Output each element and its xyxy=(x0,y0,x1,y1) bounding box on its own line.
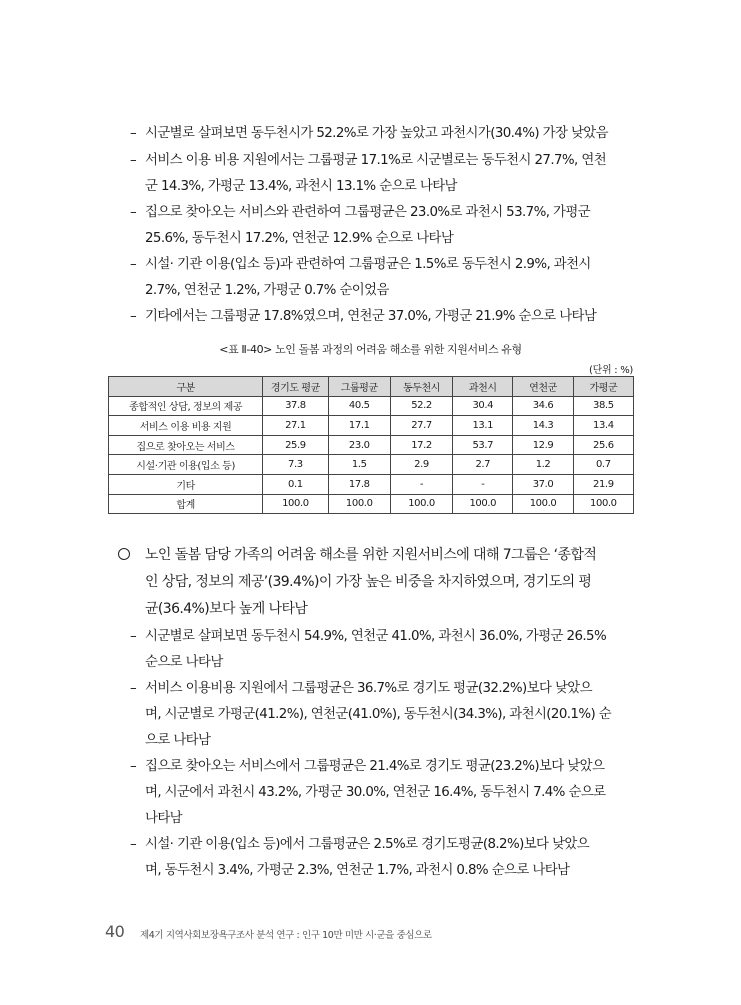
table-cell: 37.8 xyxy=(263,396,328,416)
bullet-text: 집으로 찾아오는 서비스에서 그룹평균은 21.4%로 경기도 평균(23.2%)보다 낮았으 xyxy=(145,759,605,774)
column-header: 그룹평균 xyxy=(328,377,390,397)
table-row xyxy=(109,416,634,436)
table-cell: 종합적인 상담, 정보의 제공 xyxy=(109,396,263,416)
table-cell: 12.9 xyxy=(513,435,573,455)
table-cell: 합계 xyxy=(109,494,263,514)
table-cell: 100.0 xyxy=(453,494,513,514)
table-cell: 14.3 xyxy=(513,416,573,436)
table-cell: 100.0 xyxy=(390,494,452,514)
table-cell: 시설·기관 이용(입소 등) xyxy=(109,455,263,475)
table-cell: 53.7 xyxy=(453,435,513,455)
dash-marker: – xyxy=(130,153,137,168)
dash-marker: – xyxy=(130,837,137,852)
bullet-text: 시군별로 살펴보면 동두천시 54.9%, 연천군 41.0%, 과천시 36.0%, 가평군 26.5% xyxy=(145,629,607,644)
table-row-total xyxy=(109,494,634,514)
table-cell: 13.1 xyxy=(453,416,513,436)
table-unit: (단위 : %) xyxy=(589,365,633,376)
table-row xyxy=(109,474,634,494)
dash-marker: – xyxy=(130,309,137,324)
table-cell: 0.7 xyxy=(573,455,633,475)
dash-marker: – xyxy=(130,681,137,696)
dash-marker: – xyxy=(130,629,137,644)
table-cell: 0.1 xyxy=(263,474,328,494)
column-header: 연천군 xyxy=(513,377,573,397)
table-row xyxy=(109,455,634,475)
dash-marker: – xyxy=(130,759,137,774)
bullet-text: 기타에서는 그룹평균 17.8%였으며, 연천군 37.0%, 가평군 21.9% 순으로 나타남 xyxy=(145,309,597,324)
bullet-text: 으로 나타남 xyxy=(145,733,211,748)
table-cell: 100.0 xyxy=(573,494,633,514)
dash-marker: – xyxy=(130,257,137,272)
bullet-text: 순으로 나타남 xyxy=(145,655,223,670)
table-cell: 100.0 xyxy=(263,494,328,514)
table-cell: 30.4 xyxy=(453,396,513,416)
table-cell: 100.0 xyxy=(513,494,573,514)
bullet-text: 2.7%, 연천군 1.2%, 가평군 0.7% 순이었음 xyxy=(145,283,389,298)
table-cell: 27.1 xyxy=(263,416,328,436)
bullet-text: 집으로 찾아오는 서비스와 관련하여 그룹평균은 23.0%로 과천시 53.7%, 가평군 xyxy=(145,205,591,220)
table-cell: 21.9 xyxy=(573,474,633,494)
bullet-text: 시설· 기관 이용(입소 등)과 관련하여 그룹평균은 1.5%로 동두천시 2.9%, 과천시 xyxy=(145,257,591,272)
table-cell: 100.0 xyxy=(328,494,390,514)
table-caption: <표 Ⅱ-40> 노인 돌봄 과정의 어려움 해소를 위한 지원서비스 유형 xyxy=(219,343,522,356)
dash-marker: – xyxy=(130,205,137,220)
table-cell: - xyxy=(390,474,452,494)
column-header: 동두천시 xyxy=(390,377,452,397)
table-cell: 38.5 xyxy=(573,396,633,416)
table-cell: 서비스 이용 비용 지원 xyxy=(109,416,263,436)
running-footer: 제4기 지역사회보장욕구조사 분석 연구 : 인구 10만 미만 시·군을 중심으로 xyxy=(140,930,432,941)
table-cell: 25.6 xyxy=(573,435,633,455)
table-cell: 37.0 xyxy=(513,474,573,494)
column-header: 경기도 평균 xyxy=(263,377,328,397)
bullet-text: 군 14.3%, 가평군 13.4%, 과천시 13.1% 순으로 나타남 xyxy=(145,179,457,194)
bullet-text: 25.6%, 동두천시 17.2%, 연천군 12.9% 순으로 나타남 xyxy=(145,231,454,246)
bullet-text: 서비스 이용 비용 지원에서는 그룹평균 17.1%로 시군별로는 동두천시 27.7%, 연천 xyxy=(145,153,607,168)
paragraph-line: 노인 돌봄 담당 가족의 어려움 해소를 위한 지원서비스에 대해 7그룹은 ‘종합적 xyxy=(145,547,597,563)
table-cell: 13.4 xyxy=(573,416,633,436)
table-cell: 27.7 xyxy=(390,416,452,436)
bullet-text: 며, 시군별로 가평군(41.2%), 연천군(41.0%), 동두천시(34.3%), 과천시(20.1%) 순 xyxy=(145,707,612,722)
paragraph-line: 인 상담, 정보의 제공’(39.4%)이 가장 높은 비중을 차지하였으며, 경기도의 평 xyxy=(145,574,592,590)
table-cell: 1.5 xyxy=(328,455,390,475)
table-cell: 34.6 xyxy=(513,396,573,416)
table-cell: 52.2 xyxy=(390,396,452,416)
paragraph-line: 균(36.4%)보다 높게 나타남 xyxy=(145,601,308,617)
dash-marker: – xyxy=(130,126,137,141)
table-cell: 17.8 xyxy=(328,474,390,494)
table-cell: 2.7 xyxy=(453,455,513,475)
table-cell: 기타 xyxy=(109,474,263,494)
bullet-text: 나타남 xyxy=(145,811,183,826)
circle-bullet-icon xyxy=(118,548,130,560)
table-header-row xyxy=(109,377,634,397)
table-cell: 집으로 찾아오는 서비스 xyxy=(109,435,263,455)
data-table xyxy=(108,376,634,514)
bullet-text: 며, 시군에서 과천시 43.2%, 가평군 30.0%, 연천군 16.4%, 동두천시 7.4% 순으로 xyxy=(145,785,606,800)
table-cell: 2.9 xyxy=(390,455,452,475)
table-row xyxy=(109,396,634,416)
bullet-text: 며, 동두천시 3.4%, 가평군 2.3%, 연천군 1.7%, 과천시 0.8% 순으로 나타남 xyxy=(145,863,570,878)
table-cell: 1.2 xyxy=(513,455,573,475)
bullet-text: 시군별로 살펴보면 동두천시가 52.2%로 가장 높았고 과천시가(30.4%) 가장 낮았음 xyxy=(145,126,608,141)
table-cell: 7.3 xyxy=(263,455,328,475)
table-cell: 17.2 xyxy=(390,435,452,455)
column-header: 구분 xyxy=(109,377,263,397)
table-cell: 23.0 xyxy=(328,435,390,455)
column-header: 과천시 xyxy=(453,377,513,397)
table-row xyxy=(109,435,634,455)
table-cell: 25.9 xyxy=(263,435,328,455)
page-number: 40 xyxy=(105,922,125,941)
table-cell: - xyxy=(453,474,513,494)
column-header: 가평군 xyxy=(573,377,633,397)
table-cell: 17.1 xyxy=(328,416,390,436)
bullet-text: 서비스 이용비용 지원에서 그룹평균은 36.7%로 경기도 평균(32.2%)보다 낮았으 xyxy=(145,681,592,696)
table-cell: 40.5 xyxy=(328,396,390,416)
bullet-text: 시설· 기관 이용(입소 등)에서 그룹평균은 2.5%로 경기도평균(8.2%)보다 낮았으 xyxy=(145,837,590,852)
